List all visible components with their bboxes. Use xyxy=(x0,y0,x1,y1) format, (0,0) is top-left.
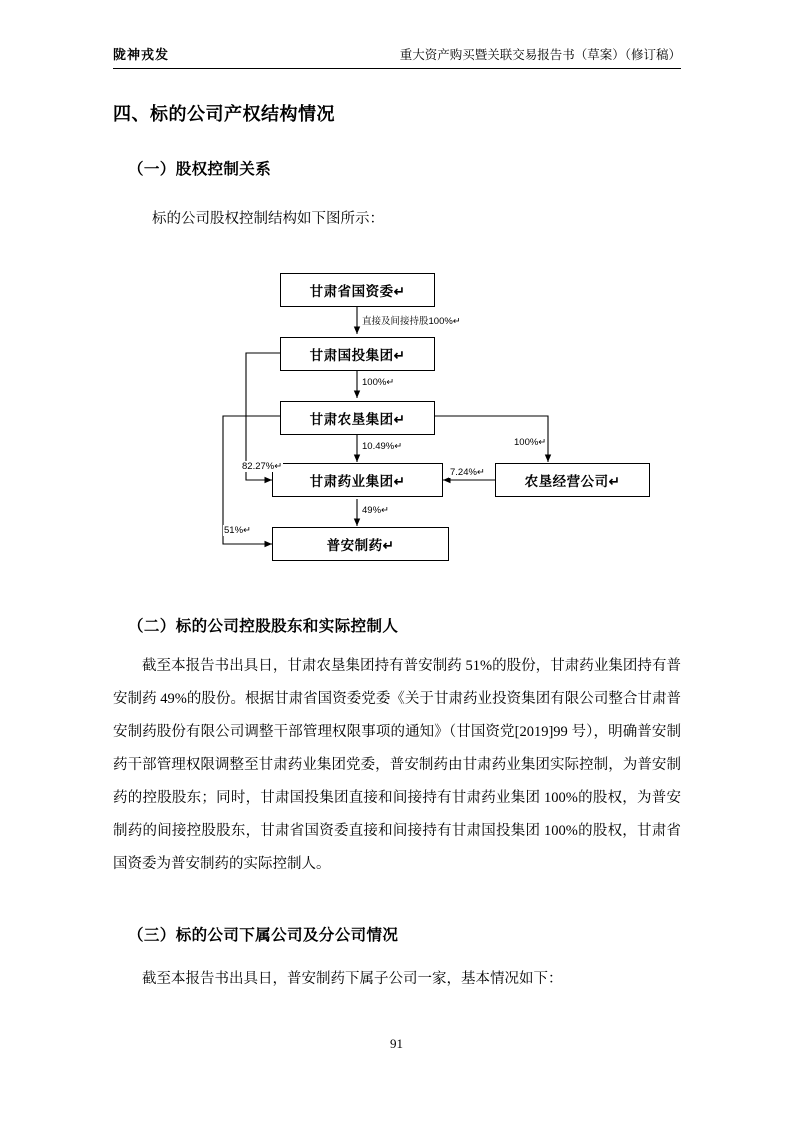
node-label: 甘肃省国资委↵ xyxy=(309,284,406,299)
edge-label-nongken-to-jingying: 100%↵ xyxy=(514,437,547,448)
node-label: 农垦经营公司↵ xyxy=(524,474,621,489)
diagram-node-gansu-sasac xyxy=(280,273,435,307)
subsection-heading-2: （二）标的公司控股股东和实际控制人 xyxy=(128,618,399,635)
subsection-heading-1: （一）股权控制关系 xyxy=(128,161,272,178)
node-label: 甘肃药业集团↵ xyxy=(309,474,406,489)
edge-label-sasac-to-guotou: 直接及间接持股100%↵ xyxy=(361,313,462,327)
header-divider xyxy=(113,68,681,69)
diagram-node-gansu-nongken xyxy=(280,401,435,435)
node-label: 普安制药↵ xyxy=(326,538,395,553)
body-paragraph: 截至本报告书出具日，甘肃农垦集团持有普安制药 51%的股份，甘肃药业集团持有普安制药 49%的股份。根据甘肃省国资委党委《关于甘肃药业投资集团有限公司整合甘肃普安制药股份有限公司调整干部管理权限事项的通知》（甘国资党[2019]99 号），明确普安制药干部管理权限调整至甘肃药业集团党委，普安制药由甘肃药业集团实际控制，为普安制药的控股股东；同时，甘肃国投集团直接和间接持有甘肃药业集团 100%的股权，为普安制药的间接控股股东，甘肃省国资委直接和间接持有甘肃国投集团 100%的股权，甘肃省国资委为普安制药的实际控制人。 xyxy=(113,658,681,872)
ownership-structure-diagram xyxy=(113,255,681,585)
section-heading-4: 四、标的公司产权结构情况 xyxy=(113,104,335,124)
diagram-node-gansu-guotou xyxy=(280,337,435,371)
diagram-node-gansu-yaoye xyxy=(272,463,443,497)
subsidiary-paragraph: 截至本报告书出具日，普安制药下属子公司一家，基本情况如下： xyxy=(142,971,563,987)
header-document-title: 重大资产购买暨关联交易报告书（草案）（修订稿） xyxy=(399,48,681,62)
edge-label-yaoye-to-puan: 49%↵ xyxy=(362,505,389,516)
page-number: 91 xyxy=(390,1036,403,1051)
edge-label-guotou-to-nongken: 100%↵ xyxy=(362,377,395,388)
edge-label-jingying-to-yaoye: 7.24%↵ xyxy=(450,467,485,478)
node-label: 甘肃国投集团↵ xyxy=(309,348,406,363)
node-label: 甘肃农垦集团↵ xyxy=(309,412,406,427)
intro-paragraph: 标的公司股权控制结构如下图所示： xyxy=(152,211,384,227)
page-header xyxy=(113,44,681,63)
edge-label-guotou-to-yaoye: 82.27%↵ xyxy=(242,461,283,472)
diagram-node-puan-zhiyao xyxy=(272,527,449,561)
edge-label-nongken-to-puan: 51%↵ xyxy=(224,525,251,536)
diagram-node-nongken-jingying xyxy=(495,463,650,497)
header-company-name: 陇神戎发 xyxy=(113,47,170,62)
edge-label-nongken-to-yaoye: 10.49%↵ xyxy=(362,441,403,452)
subsection-heading-3: （三）标的公司下属公司及分公司情况 xyxy=(128,927,399,944)
